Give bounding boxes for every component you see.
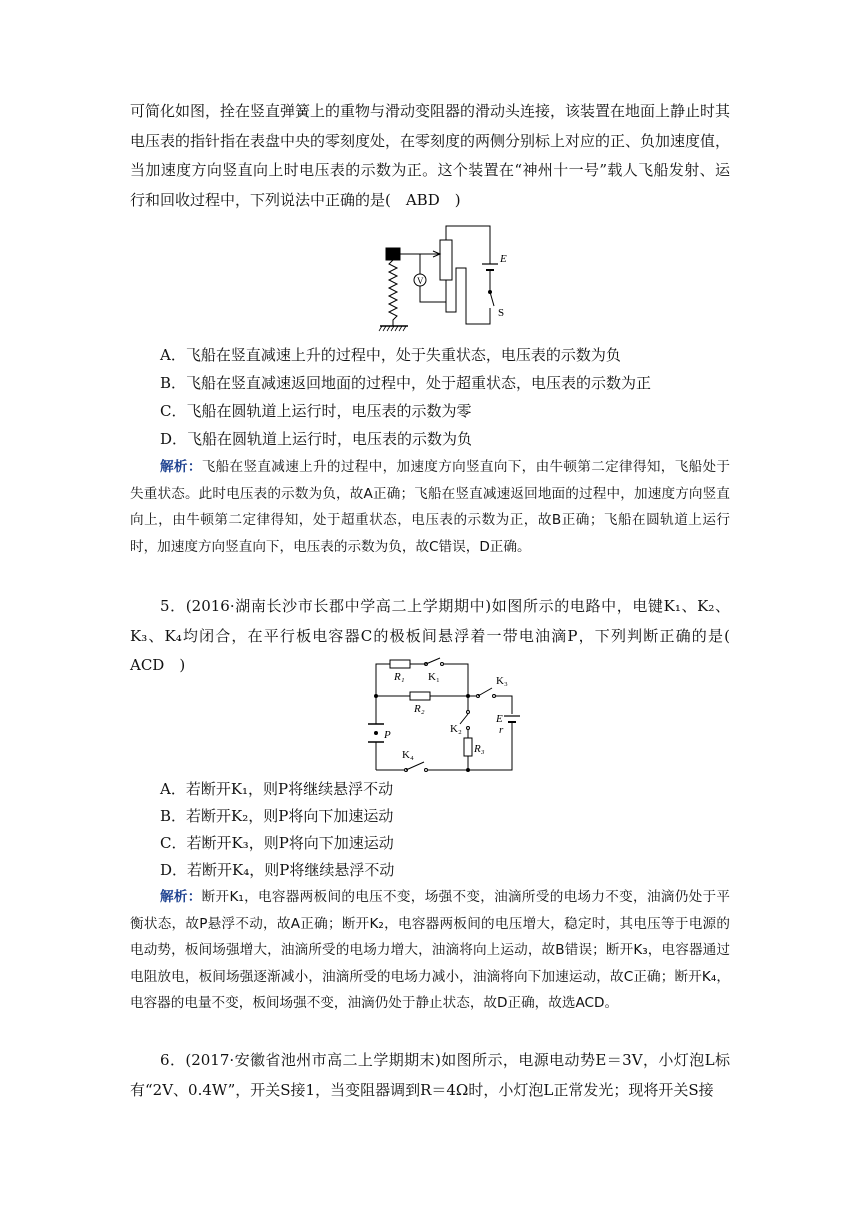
mass-block — [386, 248, 400, 260]
resistor-r1 — [390, 660, 410, 668]
resistor-r3 — [464, 738, 472, 756]
label-k1: K₁ — [428, 671, 440, 683]
label-k2: K₂ — [450, 723, 462, 735]
q4-analysis-label: 解析： — [160, 459, 202, 475]
label-r: r — [499, 724, 504, 736]
spring — [389, 260, 397, 326]
q4-option-c: C．飞船在圆轨道上运行时，电压表的示数为零 — [160, 402, 472, 420]
switch-k4 — [406, 762, 424, 770]
q5-analysis — [130, 884, 730, 1017]
voltmeter-label: V — [417, 276, 424, 286]
q4-circuit-figure — [370, 222, 530, 340]
q5-option-d: D．若断开K₄，则P将继续悬浮不动 — [160, 861, 395, 879]
switch-k1 — [426, 658, 440, 664]
switch-label: S — [498, 307, 505, 319]
q6-stem: 6．(2017·安徽省池州市高二上学期期末)如图所示，电源电动势E＝3V，小灯泡L标有“2V、0.4W”，开关S接1，当变阻器调到R＝4Ω时，小灯泡L正常发光；现将开关S接 — [130, 1051, 730, 1099]
q5-option-b: B．若断开K₂，则P将向下加速运动 — [160, 807, 394, 825]
q5-option-a: A．若断开K₁，则P将继续悬浮不动 — [160, 780, 394, 798]
q4-analysis — [130, 454, 730, 560]
q5-analysis-label: 解析： — [160, 889, 202, 905]
switch-k3 — [478, 688, 492, 696]
battery-label: E — [500, 253, 507, 265]
q4-option-b: B．飞船在竖直减速返回地面的过程中，处于超重状态，电压表的示数为正 — [160, 374, 652, 392]
q5-analysis-text: 断开K₁，电容器两板间的电压不变，场强不变，油滴所受的电场力不变，油滴仍处于平衡状态，故P悬浮不动，故A正确；断开K₂，电容器两板间的电压增大，稳定时，其电压等于电源的电动势，板间场强增大，油滴所受的电场力增大，油滴将向上运动，故B错误；断开K₃，电容器通过电阻放电，板间场强逐渐减小，油滴所受的电场力减小，油滴将向下加速运动，故C正确；断开K₄，电容器的电量不变，板间场强不变，油滴仍处于静止状态，故D正确，故选ACD。 — [130, 889, 730, 1011]
label-r2: R₂ — [414, 703, 425, 715]
resistor-r2 — [410, 692, 430, 700]
label-k3: K₃ — [496, 675, 508, 687]
label-p: P — [384, 729, 391, 741]
q4-option-d: D．飞船在圆轨道上运行时，电压表的示数为负 — [160, 430, 473, 448]
q5-stem: 5．(2016·湖南长沙市长郡中学高二上学期期中)如图所示的电路中，电键K₁、K₂、K₃、K₄均闭合，在平行板电容器C的极板间悬浮着一带电油滴P，下列判断正确的是( ACD ) — [130, 597, 746, 674]
q4-stem: 可简化如图，拴在竖直弹簧上的重物与滑动变阻器的滑动头连接，该装置在地面上静止时其电压表的指针指在表盘中央的零刻度处，在零刻度的两侧分别标上对应的正、负加速度值，当加速度方向竖直向上时电压表的示数为正。这个装置在“神州十一号”载人飞船发射、运行和回收过程中，下列说法中正确的是( ABD ) — [130, 102, 731, 209]
oil-drop — [374, 731, 378, 735]
q5-circuit-figure — [360, 652, 530, 774]
rheostat — [440, 240, 452, 280]
label-k4: K₄ — [402, 749, 414, 761]
q4-analysis-text: 飞船在竖直减速上升的过程中，加速度方向竖直向下，由牛顿第二定律得知，飞船处于失重状态。此时电压表的示数为负，故A正确；飞船在竖直减速返回地面的过程中，加速度方向竖直向上，由牛顿第二定律得知，处于超重状态，电压表的示数为正，故B正确；飞船在圆轨道上运行时，加速度方向竖直向下，电压表的示数为负，故C错误，D正确。 — [130, 459, 731, 555]
label-r3: R₃ — [474, 743, 485, 755]
label-r1: R₁ — [394, 671, 405, 683]
label-e: E — [496, 713, 503, 725]
q5-option-c: C．若断开K₃，则P将向下加速运动 — [160, 834, 394, 852]
q4-option-a: A．飞船在竖直减速上升的过程中，处于失重状态，电压表的示数为负 — [160, 346, 621, 364]
